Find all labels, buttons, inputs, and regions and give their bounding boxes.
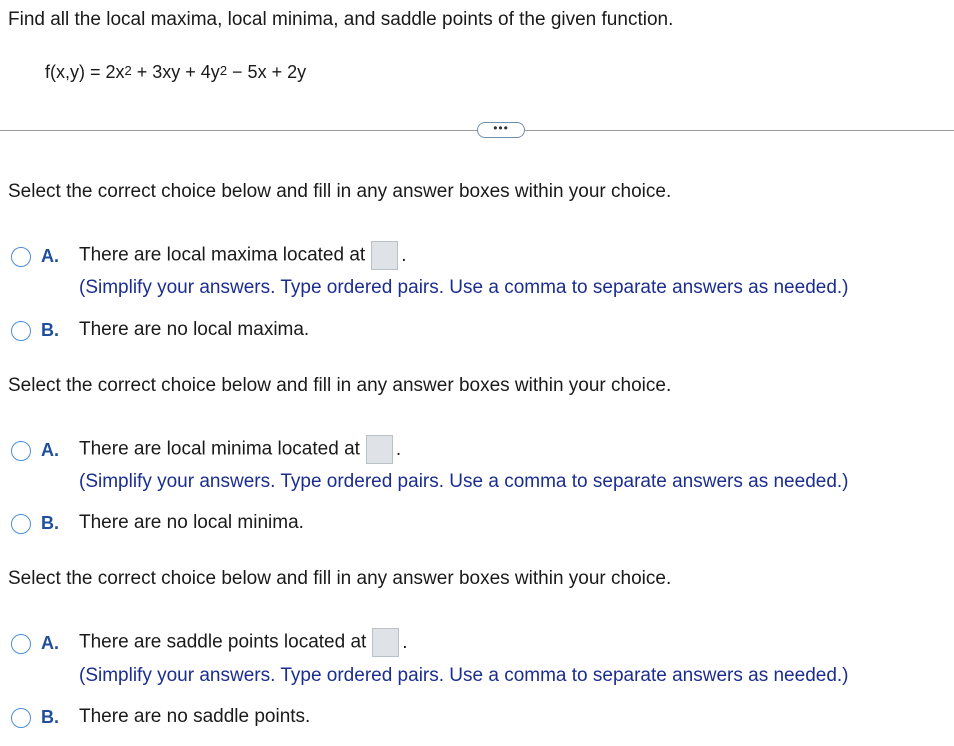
period: .: [395, 438, 402, 460]
show-more-button[interactable]: •••: [477, 122, 525, 138]
option-a-minima: [79, 435, 401, 464]
formula-part-1: f(x,y) = 2x: [45, 62, 125, 82]
period: .: [401, 244, 407, 266]
option-b-saddle: There are no saddle points.: [79, 706, 311, 727]
option-letter: B.: [41, 707, 59, 727]
option-b-maxima: There are no local maxima.: [79, 319, 310, 340]
hint-text: (Simplify your answers. Type ordered pairs. Use a comma to separate answers as needed.): [79, 471, 849, 492]
option-letter: B.: [41, 320, 59, 340]
option-letter: A.: [41, 633, 59, 653]
option-text: There are saddle points located at: [79, 631, 367, 653]
option-a-saddle: [79, 628, 408, 657]
hint-text: (Simplify your answers. Type ordered pairs. Use a comma to separate answers as needed.): [79, 665, 849, 686]
option-letter: B.: [41, 513, 59, 533]
option-a-maxima: [79, 241, 406, 270]
radio-minima-option-b[interactable]: [11, 514, 31, 534]
period: .: [402, 631, 408, 653]
function-formula: [45, 62, 306, 83]
instruction-minima: Select the correct choice below and fill in any answer boxes within your choice.: [8, 375, 672, 396]
option-letter: A.: [41, 440, 59, 460]
option-text: There are local minima located at: [79, 438, 360, 460]
question-prompt: Find all the local maxima, local minima, and saddle points of the given function.: [8, 9, 674, 30]
answer-box-maxima[interactable]: [371, 241, 398, 270]
radio-maxima-option-a[interactable]: [11, 247, 31, 267]
answer-box-saddle[interactable]: [372, 628, 399, 657]
radio-minima-option-a[interactable]: [11, 441, 31, 461]
answer-box-minima[interactable]: [366, 435, 393, 464]
formula-exponent-1: 2: [124, 63, 132, 78]
hint-text: (Simplify your answers. Type ordered pairs. Use a comma to separate answers as needed.): [79, 277, 849, 298]
option-b-minima: There are no local minima.: [79, 512, 304, 533]
radio-saddle-option-a[interactable]: [11, 634, 31, 654]
formula-part-3: − 5x + 2y: [227, 62, 307, 82]
instruction-saddle: Select the correct choice below and fill in any answer boxes within your choice.: [8, 568, 672, 589]
radio-maxima-option-b[interactable]: [11, 321, 31, 341]
option-text: There are local maxima located at: [79, 244, 366, 266]
radio-saddle-option-b[interactable]: [11, 708, 31, 728]
formula-exponent-2: 2: [219, 63, 228, 78]
instruction-maxima: Select the correct choice below and fill in any answer boxes within your choice.: [8, 181, 672, 202]
formula-part-2: + 3xy + 4y: [131, 62, 220, 82]
option-letter: A.: [41, 246, 59, 266]
